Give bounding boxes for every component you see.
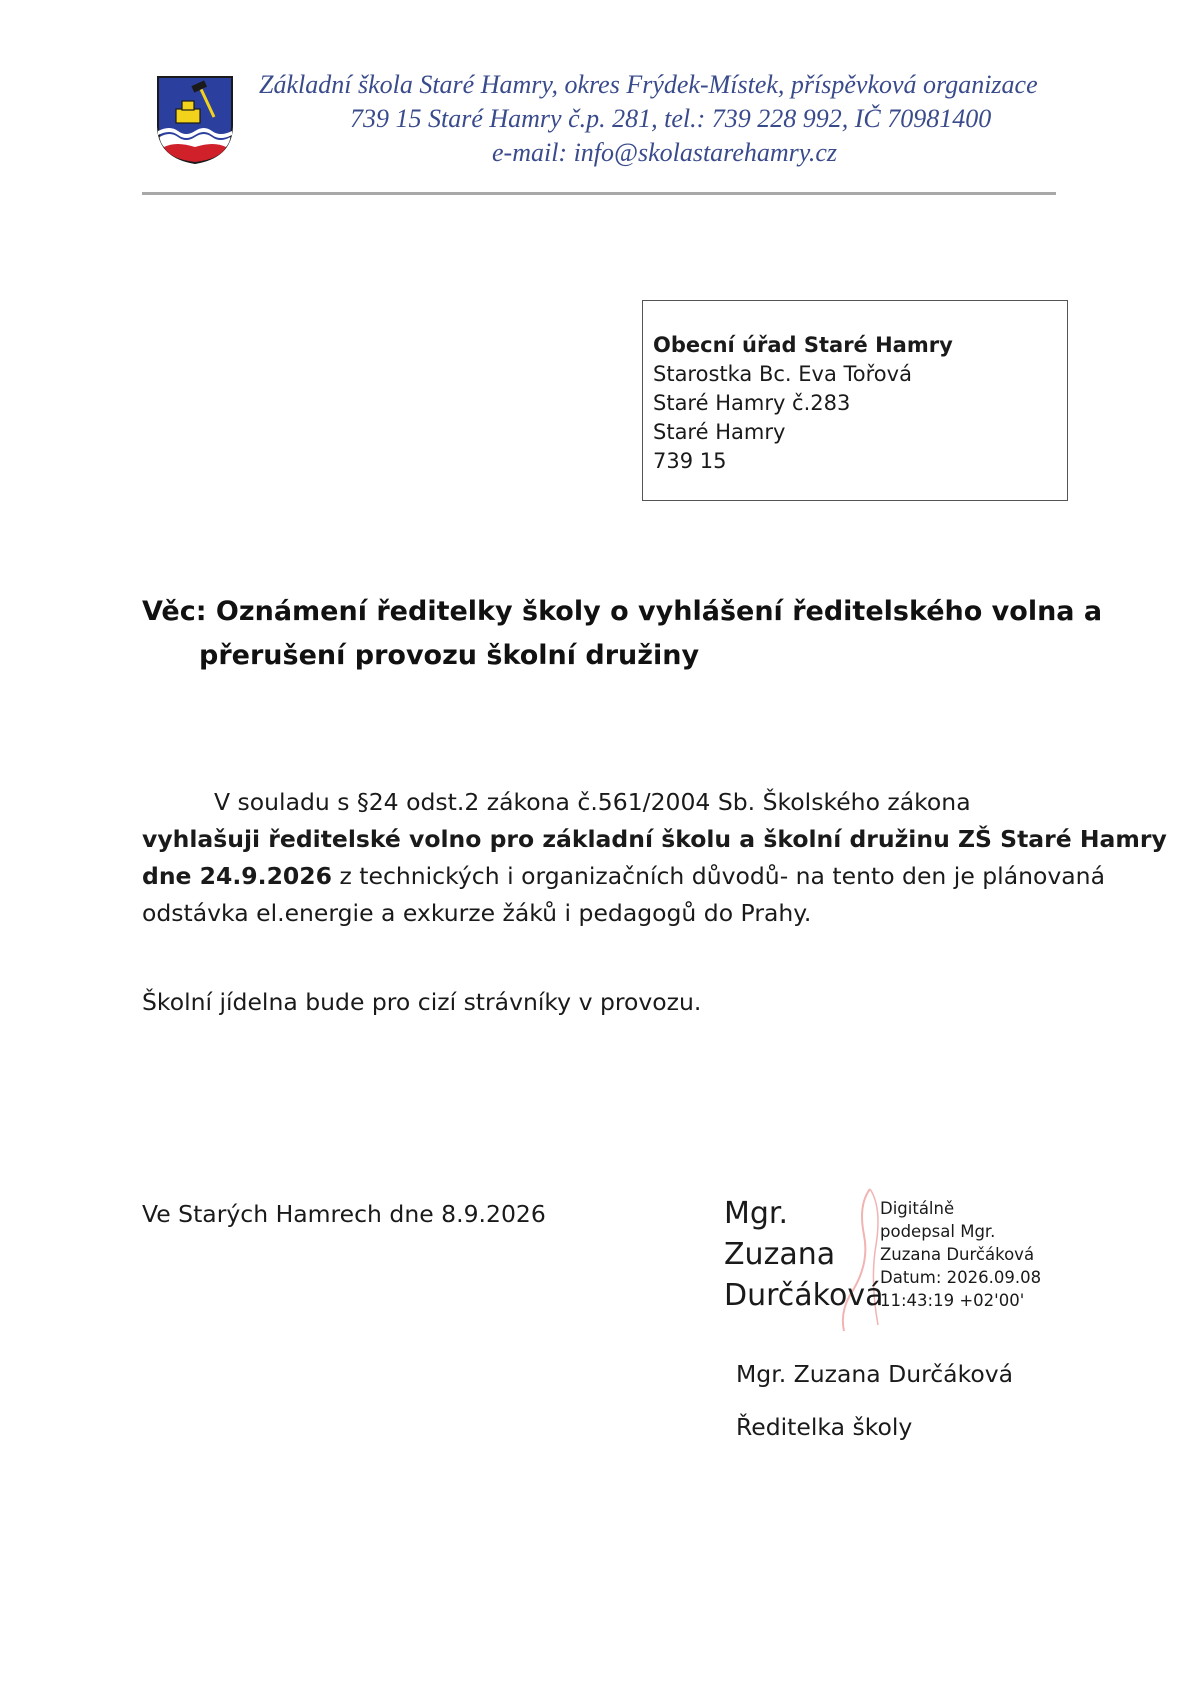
signature-detail: Digitálně bbox=[880, 1199, 955, 1218]
body-paragraph-line: V souladu s §24 odst.2 zákona č.561/2004 Sb. Školského zákona bbox=[214, 788, 971, 816]
signature-date: Datum: 2026.09.08 bbox=[880, 1268, 1042, 1287]
letterhead-school-name: Základní škola Staré Hamry, okres Frýdek-Místek, příspěvková organizace bbox=[259, 70, 1038, 99]
letterhead-email: e-mail: info@skolastarehamry.cz bbox=[492, 138, 838, 167]
letterhead-divider bbox=[142, 192, 1056, 195]
recipient-line: Staré Hamry bbox=[653, 420, 786, 444]
recipient-line: Staré Hamry č.283 bbox=[653, 391, 851, 415]
signer-name: Mgr. Zuzana Durčáková bbox=[736, 1360, 1014, 1388]
signature-title: Mgr. bbox=[724, 1196, 789, 1231]
coat-of-arms-icon bbox=[156, 75, 234, 165]
letterhead-address: 739 15 Staré Hamry č.p. 281, tel.: 739 228 992, IČ 70981400 bbox=[350, 104, 992, 133]
signature-detail: Zuzana Durčáková bbox=[880, 1245, 1035, 1264]
canteen-note: Školní jídelna bude pro cizí strávníky v provozu. bbox=[142, 988, 702, 1016]
signature-surname: Durčáková bbox=[724, 1278, 884, 1313]
announcement-date: dne 24.9.2026 bbox=[142, 862, 332, 890]
body-paragraph-line bbox=[142, 862, 1105, 890]
place-and-date: Ve Starých Hamrech dne 8.9.2026 bbox=[142, 1200, 546, 1228]
subject-line: přerušení provozu školní družiny bbox=[199, 640, 700, 671]
recipient-postcode: 739 15 bbox=[653, 449, 727, 473]
signature-time: 11:43:19 +02'00' bbox=[880, 1291, 1025, 1310]
body-paragraph-line: vyhlašuji ředitelské volno pro základní školu a školní družinu ZŠ Staré Hamry bbox=[142, 825, 1167, 853]
body-text: z technických i organizačních důvodů- na tento den je plánovaná bbox=[332, 862, 1105, 890]
recipient-name: Obecní úřad Staré Hamry bbox=[653, 333, 953, 357]
body-paragraph-line: odstávka el.energie a exkurze žáků i pedagogů do Prahy. bbox=[142, 899, 812, 927]
subject-line: Věc: Oznámení ředitelky školy o vyhlášení ředitelského volna a bbox=[142, 596, 1103, 627]
signature-first-name: Zuzana bbox=[724, 1237, 836, 1272]
signer-role: Ředitelka školy bbox=[736, 1413, 913, 1441]
recipient-line: Starostka Bc. Eva Tořová bbox=[653, 362, 912, 386]
signature-detail: podepsal Mgr. bbox=[880, 1222, 996, 1241]
